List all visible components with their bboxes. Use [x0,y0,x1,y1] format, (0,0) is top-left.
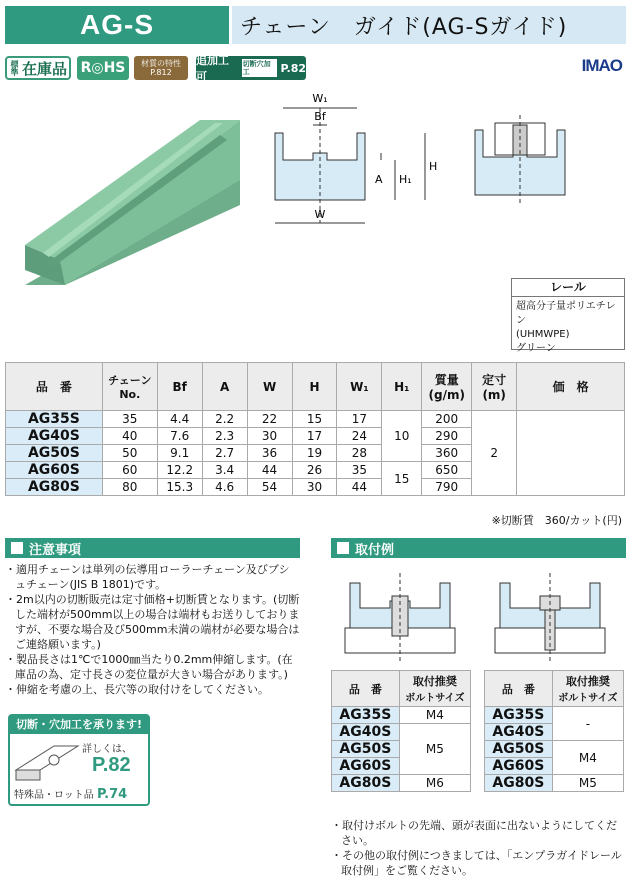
col-mass: 質量 (g/m) [422,363,472,411]
row-a: 2.2 [202,411,247,428]
row-chain: 50 [102,445,157,462]
row-h: 26 [292,462,337,479]
mount-header-row [332,671,471,707]
cut-service-page[interactable]: P.82 [92,754,131,776]
dim-bf: Bf [314,110,326,123]
col-price: 価 格 [517,363,625,411]
mount-bolt: M4 [552,741,623,775]
dim-a: A [375,173,383,186]
note-item: ・適用チェーンは単列の伝導用ローラーチェーン及びブシュチェーン(JIS B 1801)です。 [5,563,290,591]
row-chain: 35 [102,411,157,428]
row-a: 2.3 [202,428,247,445]
row-chain: 80 [102,479,157,496]
row-mass: 790 [422,479,472,496]
table-row [485,707,624,724]
mount-header-row [485,671,624,707]
mount-col-bolt-line1: 取付推奨 [565,675,610,688]
row-h: 15 [292,411,337,428]
row-h1-group-a: 10 [382,411,422,462]
row-bf: 7.6 [157,428,202,445]
col-a: A [202,363,247,411]
model-title: AG-S [5,6,229,44]
row-model: AG80S [6,479,103,496]
row-h: 19 [292,445,337,462]
cut-service-see: 詳しくは、 [82,744,132,755]
row-model: AG35S [6,411,103,428]
row-w: 44 [247,462,292,479]
brand-logo: IMAO [581,56,622,75]
rail-material-line2: (UHMWPE) [516,329,570,340]
mount-model: AG60S [485,758,553,775]
row-chain: 40 [102,428,157,445]
notes-title: 注意事項 [29,542,82,558]
spec-table [5,362,625,496]
add-work-sub: 切断穴加工 [242,59,278,77]
row-chain: 60 [102,462,157,479]
stock-badge-small: 標準 [9,60,19,76]
row-bf: 15.3 [157,479,202,496]
special-products-label: 特殊品・ロット品 [14,790,94,801]
mount-model: AG50S [485,741,553,758]
row-a: 3.4 [202,462,247,479]
note-item: ・伸縮を考慮の上、長穴等の取付けをしてください。 [5,683,269,696]
row-w1: 44 [337,479,382,496]
mount-col-model: 品 番 [485,671,553,707]
square-icon [337,542,349,554]
special-products [14,786,127,802]
mount-model: AG60S [332,758,400,775]
mount-table-right [484,670,624,792]
row-bf: 12.2 [157,462,202,479]
col-h: H [292,363,337,411]
row-w1: 17 [337,411,382,428]
mount-table-left [331,670,471,792]
rail-title: レール [512,279,624,297]
mount-diagram-left [340,568,460,663]
row-w: 30 [247,428,292,445]
mount-bolt: M4 [399,707,470,724]
row-a: 4.6 [202,479,247,496]
row-h: 17 [292,428,337,445]
col-model: 品 番 [6,363,103,411]
row-model: AG50S [6,445,103,462]
mount-model: AG35S [485,707,553,724]
notes-list [5,562,300,697]
cut-fee-note: ※切断賃 360/カット(円) [491,514,622,527]
rail-material-box [511,278,625,354]
col-w: W [247,363,292,411]
mount-col-model: 品 番 [332,671,400,707]
stock-badge-label: 在庫品 [21,59,67,78]
mount-model: AG80S [332,775,400,792]
dim-w: W [314,208,326,221]
col-chain: チェーン No. [102,363,157,411]
mount-model: AG50S [332,741,400,758]
chain-fit-diagram [465,115,585,205]
add-work-badge [196,54,306,83]
dim-h1: H₁ [399,173,412,186]
row-bf: 9.1 [157,445,202,462]
row-length: 2 [472,411,517,496]
mount-col-bolt [552,671,623,707]
row-model: AG40S [6,428,103,445]
cut-service-title: 切断・穴加工を承ります! [10,716,148,734]
pencil-icon [11,542,23,554]
row-mass: 200 [422,411,472,428]
rohs-badge: R◎HS [77,56,129,80]
cut-rail-icon [14,740,80,782]
mount-model: AG80S [485,775,553,792]
note-item: ・製品長さは1℃で1000㎜当たり0.2mm伸縮します。(在庫品の為、定寸長さの変位量が大きい場合があります。) [5,653,293,681]
cut-service-box [8,714,150,806]
mount-bolt: M6 [399,775,470,792]
table-row [485,775,624,792]
mount-bolt: M5 [552,775,623,792]
mount-bolt: - [552,707,623,741]
row-a: 2.7 [202,445,247,462]
notes-header [5,538,300,558]
col-bf: Bf [157,363,202,411]
row-mass: 360 [422,445,472,462]
table-row [332,775,471,792]
mount-header [331,538,626,558]
table-row [332,724,471,741]
spec-header-row [6,363,625,411]
add-work-page: P.82 [280,61,306,75]
row-h: 30 [292,479,337,496]
row-w1: 35 [337,462,382,479]
mount-col-bolt-line2: ボルトサイズ [405,693,465,704]
row-price [517,411,625,496]
col-length: 定寸 (m) [472,363,517,411]
mount-col-bolt-line1: 取付推奨 [412,675,457,688]
product-title: チェーン ガイド(AG-Sガイド) [232,6,626,44]
dim-w1: W₁ [312,92,328,105]
table-row [332,707,471,724]
note-item: ・2m以内の切断販売は定寸価格+切断賃となります。(切断した端材が500mm以上の場合は端材もお送りしておりますが、不要な場合及び500mm未満の端材が必要な場合はご連絡願います。) [5,593,300,651]
col-w1: W₁ [337,363,382,411]
row-w: 36 [247,445,292,462]
mount-diagram-right [490,568,610,663]
product-image [5,95,245,285]
cross-section-diagram [265,88,445,238]
rail-color: グリーン [516,343,556,354]
col-h1: H₁ [382,363,422,411]
mount-col-bolt-line2: ボルトサイズ [558,693,618,704]
mount-title: 取付例 [355,542,395,558]
special-products-page[interactable]: P.74 [97,787,128,802]
material-badge-line2: P.812 [150,68,172,77]
stock-badge [5,56,71,80]
mount-col-bolt [399,671,470,707]
row-w: 54 [247,479,292,496]
mount-model: AG35S [332,707,400,724]
row-w: 22 [247,411,292,428]
mount-footnotes [331,818,626,878]
row-mass: 290 [422,428,472,445]
mount-footnote: ・取付けボルトの先端、頭が表面に出ないようにしてください。 [331,819,617,847]
table-row [6,411,625,428]
material-badge-line1: 材質の特性 [141,59,181,68]
mount-model: AG40S [485,724,553,741]
row-mass: 650 [422,462,472,479]
mount-footnote: ・その他の取付例につきましては、「エンプラガイドレール取付例」をご覧ください。 [331,849,622,877]
dim-h: H [429,160,438,173]
rail-material-line1: 超高分子量ポリエチレン [516,301,616,326]
material-badge [134,56,188,80]
add-work-label: 追加工可 [196,54,229,83]
row-model: AG60S [6,462,103,479]
mount-model: AG40S [332,724,400,741]
row-w1: 28 [337,445,382,462]
row-w1: 24 [337,428,382,445]
row-bf: 4.4 [157,411,202,428]
row-h1-group-b: 15 [382,462,422,496]
mount-bolt: M5 [399,724,470,775]
table-row [485,741,624,758]
